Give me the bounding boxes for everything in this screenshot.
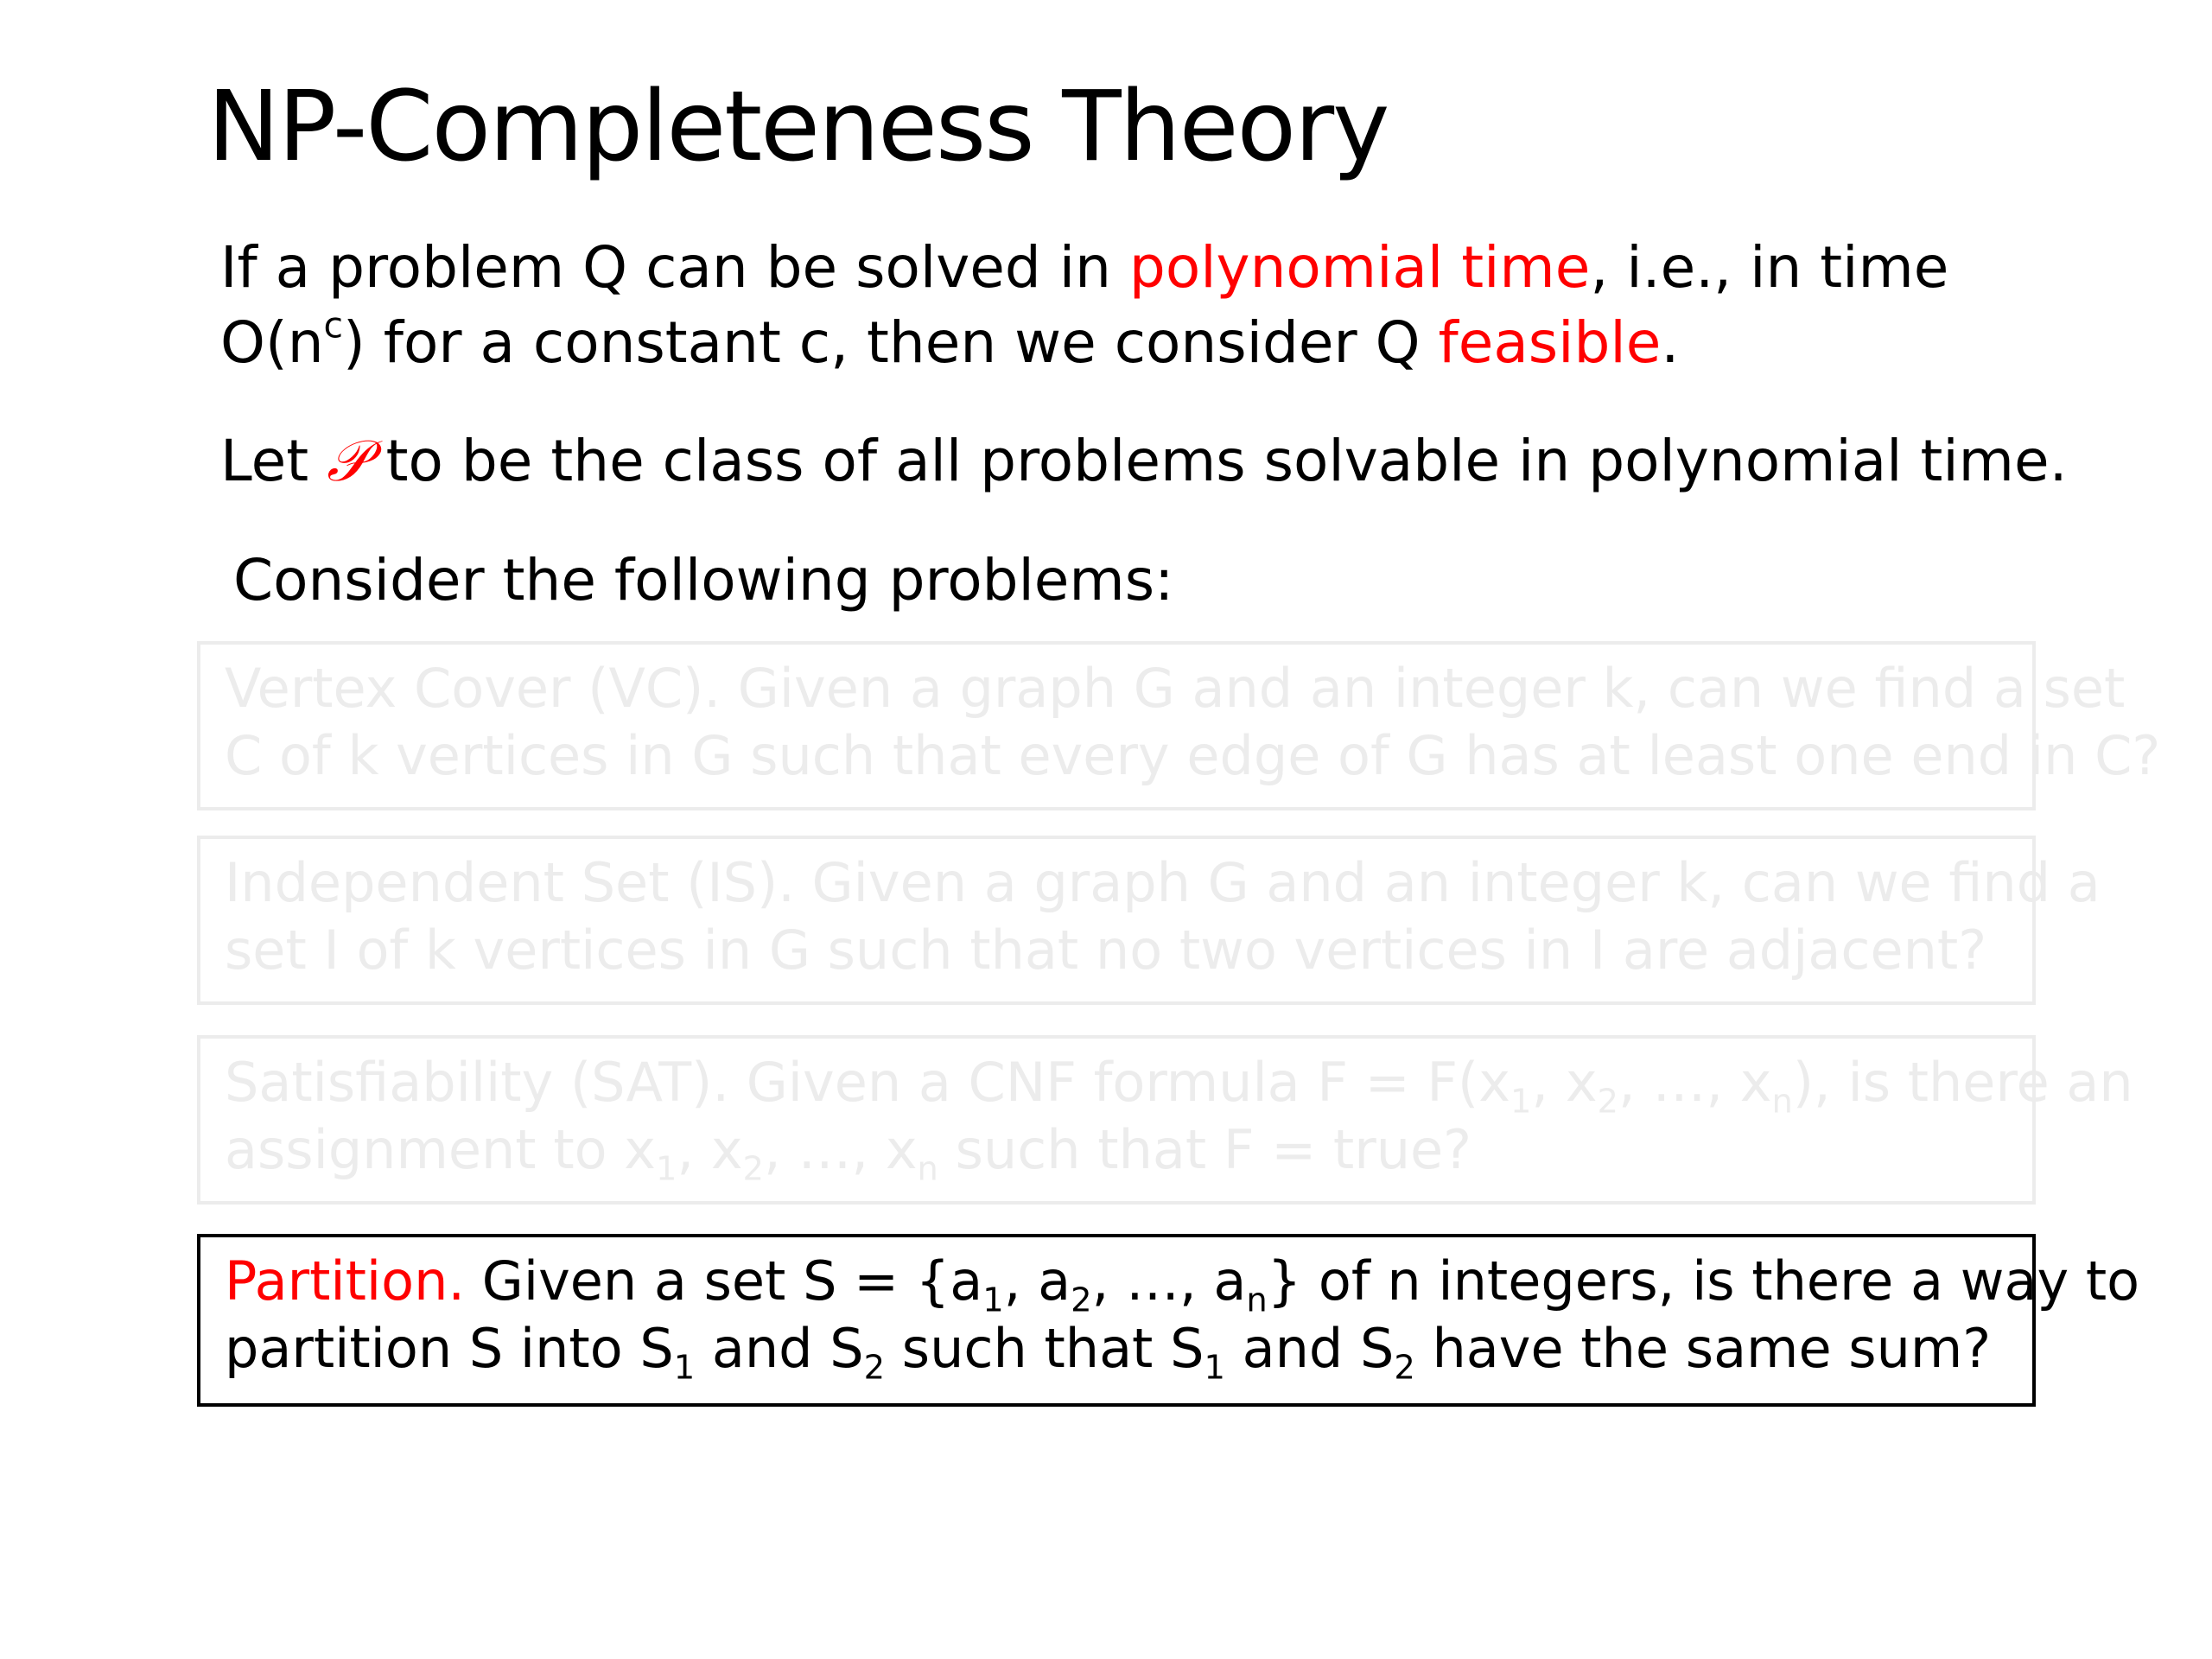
p1-text-d: ) for a constant c, then we consider Q xyxy=(343,309,1439,376)
satisfiability-box xyxy=(197,1035,2133,1205)
p2-text-b: to be the class of all problems solvable in polynomial time. xyxy=(367,428,2068,494)
independent-set-box xyxy=(197,836,2101,1005)
p1-text-a: If a problem Q can be solved in xyxy=(220,234,1129,301)
partition-line-2: partition S into $S_1$ and $S_2$ such that $S_1$ and $S_2$ have the same sum? xyxy=(225,1317,1992,1388)
polynomial-time-highlight: polynomial time xyxy=(1128,234,1591,301)
partition-line-1: Partition. Given a set $S = \{a_1$, $a_2$, …, $a_n$} of n integers, is there a way to xyxy=(225,1249,2140,1320)
p2-text-a: Let xyxy=(220,428,327,494)
vc-line-1: Vertex Cover (VC). Given a graph G and an integer k, can we find a set xyxy=(225,657,2126,720)
exponent-c: c xyxy=(323,304,344,346)
slide-title: NP-Completeness Theory xyxy=(207,71,1389,183)
sat-line-2: assignment to $x_1$, $x_2$, …, $x_n$ such that F = true? xyxy=(225,1118,1472,1189)
p1-text-e: . xyxy=(1661,309,1680,376)
sat-line-1: Satisfiability (SAT). Given a CNF formula $F = F(x_1$, $x_2$, …, $x_n$), is there an xyxy=(225,1051,2133,1122)
vc-line-2: C of k vertices in G such that every edge of G has at least one end in C? xyxy=(225,724,2161,787)
class-p-paragraph xyxy=(220,423,2068,499)
class-p-symbol: 𝒫 xyxy=(327,428,368,494)
feasible-highlight: feasible xyxy=(1438,309,1662,376)
p1-text-c: O(n xyxy=(220,309,324,376)
is-line-1: Independent Set (IS). Given a graph G and an integer k, can we find a xyxy=(225,851,2101,914)
is-line-2: set I of k vertices in G such that no two vertices in I are adjacent? xyxy=(225,918,1987,982)
p1-text-b: , i.e., in time xyxy=(1590,234,1949,301)
polynomial-time-paragraph xyxy=(220,230,1948,380)
problems-intro: Consider the following problems: xyxy=(233,547,1174,613)
partition-box xyxy=(197,1234,2140,1407)
partition-name: Partition. xyxy=(225,1249,466,1313)
vertex-cover-box xyxy=(197,641,2161,810)
